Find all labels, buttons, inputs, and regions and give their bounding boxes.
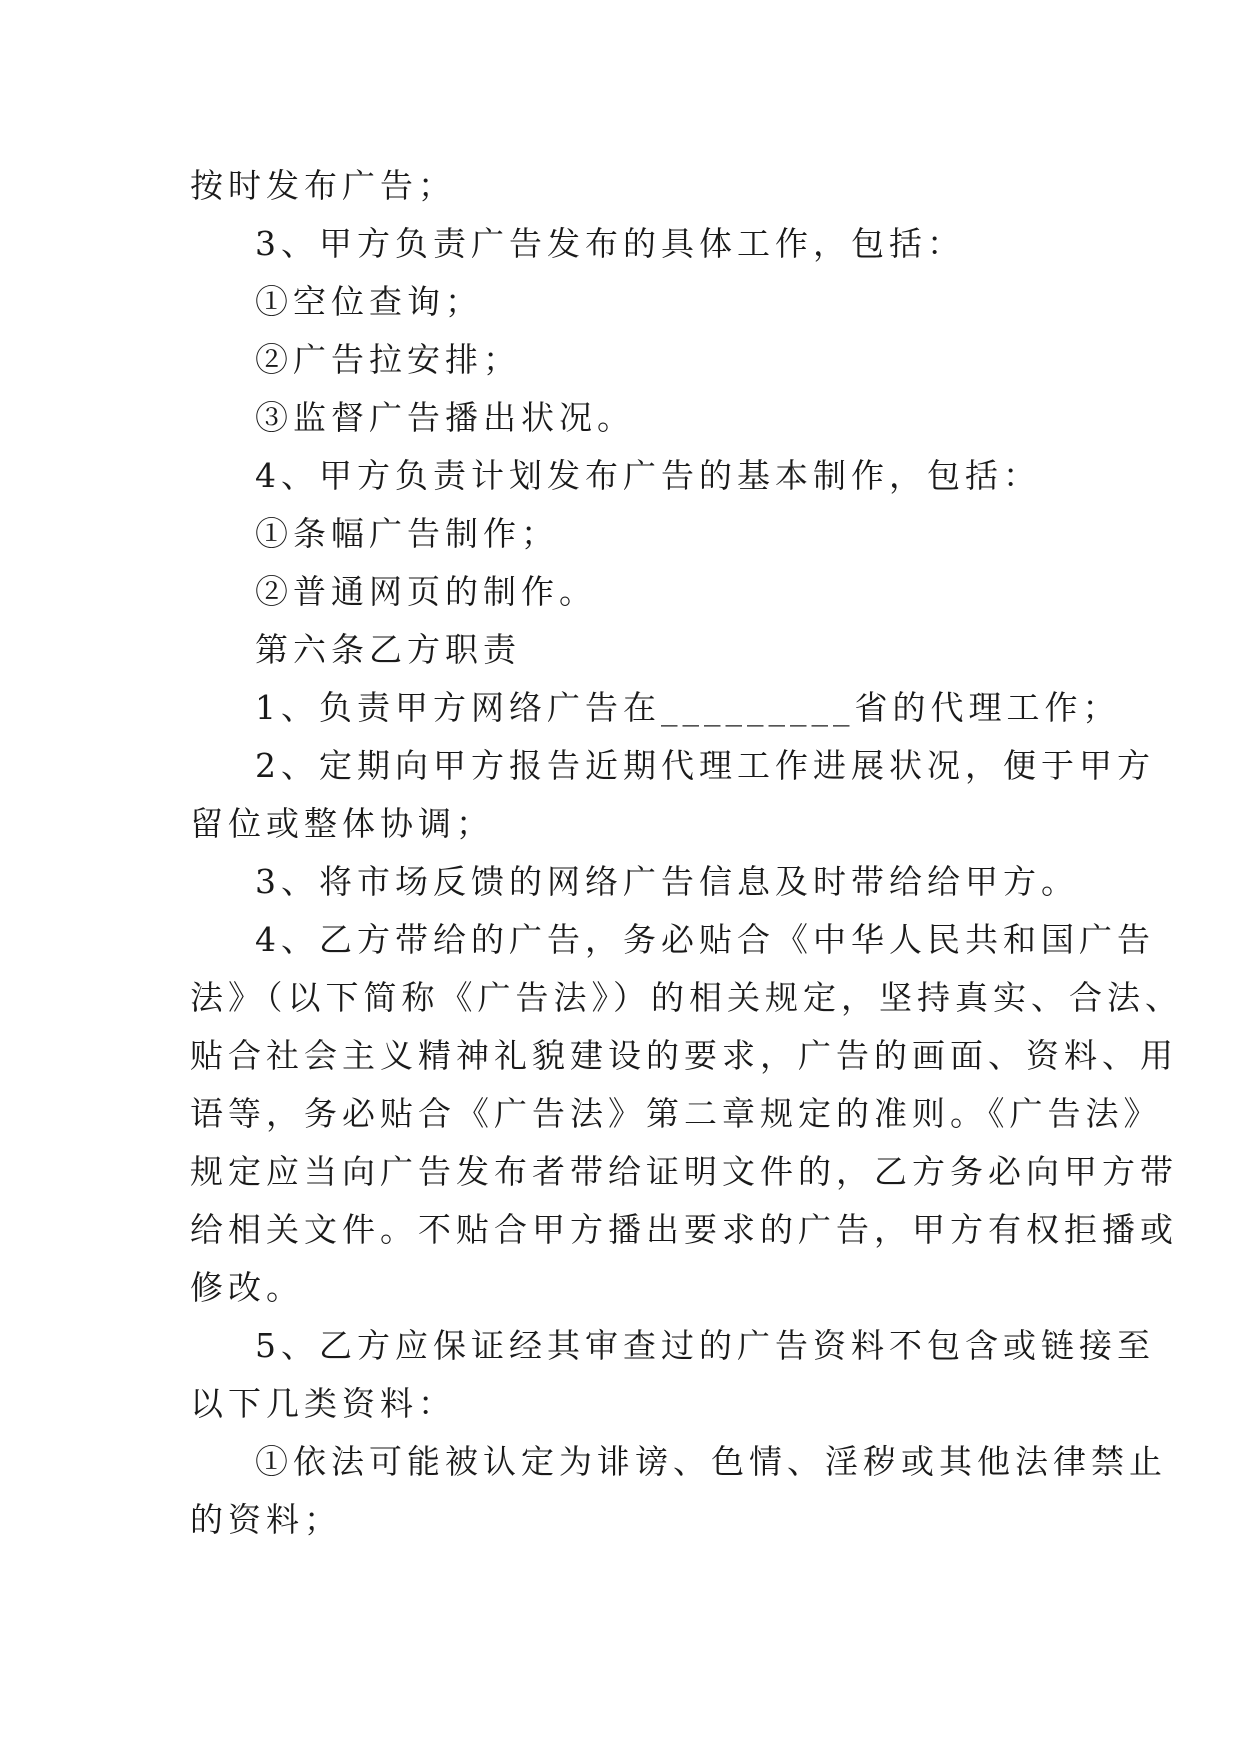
text-line: 按时发布广告； xyxy=(190,166,456,205)
text-line: ③监督广告播出状况。 xyxy=(255,398,635,437)
text-line: 2、定期向甲方报告近期代理工作进展状况，便于甲方 xyxy=(255,746,1155,785)
text-line: 1、负责甲方网络广告在_________省的代理工作； xyxy=(255,688,1121,727)
text-line: 修改。 xyxy=(190,1268,304,1307)
text-line: 留位或整体协调； xyxy=(190,804,494,843)
text-line: 4、甲方负责计划发布广告的基本制作，包括： xyxy=(255,456,1041,495)
text-line: ②广告拉安排； xyxy=(255,340,521,379)
text-line: 以下几类资料： xyxy=(190,1384,456,1423)
text-line: ①空位查询； xyxy=(255,282,483,321)
text-line: 3、将市场反馈的网络广告信息及时带给给甲方。 xyxy=(255,862,1079,901)
text-line: ①条幅广告制作； xyxy=(255,514,559,553)
text-line: 语等，务必贴合《广告法》第二章规定的准则。《广告法》 xyxy=(190,1094,1162,1133)
text-line: 3、甲方负责广告发布的具体工作，包括： xyxy=(255,224,965,263)
text-line: 5、乙方应保证经其审查过的广告资料不包含或链接至 xyxy=(255,1326,1155,1365)
text-line: 4、乙方带给的广告，务必贴合《中华人民共和国广告 xyxy=(255,920,1155,959)
text-line: 给相关文件。不贴合甲方播出要求的广告，甲方有权拒播或 xyxy=(190,1210,1178,1249)
text-line: 的资料； xyxy=(190,1500,342,1539)
text-line: 法》（以下简称《广告法》）的相关规定，坚持真实、合法、 xyxy=(190,978,1183,1017)
text-line: 贴合社会主义精神礼貌建设的要求，广告的画面、资料、用 xyxy=(190,1036,1178,1075)
text-line: ②普通网页的制作。 xyxy=(255,572,597,611)
text-line: 规定应当向广告发布者带给证明文件的，乙方务必向甲方带 xyxy=(190,1152,1178,1191)
document-body xyxy=(0,157,1241,1549)
section-heading: 第六条乙方职责 xyxy=(255,630,521,669)
text-line: ①依法可能被认定为诽谤、色情、淫秽或其他法律禁止 xyxy=(255,1442,1167,1481)
